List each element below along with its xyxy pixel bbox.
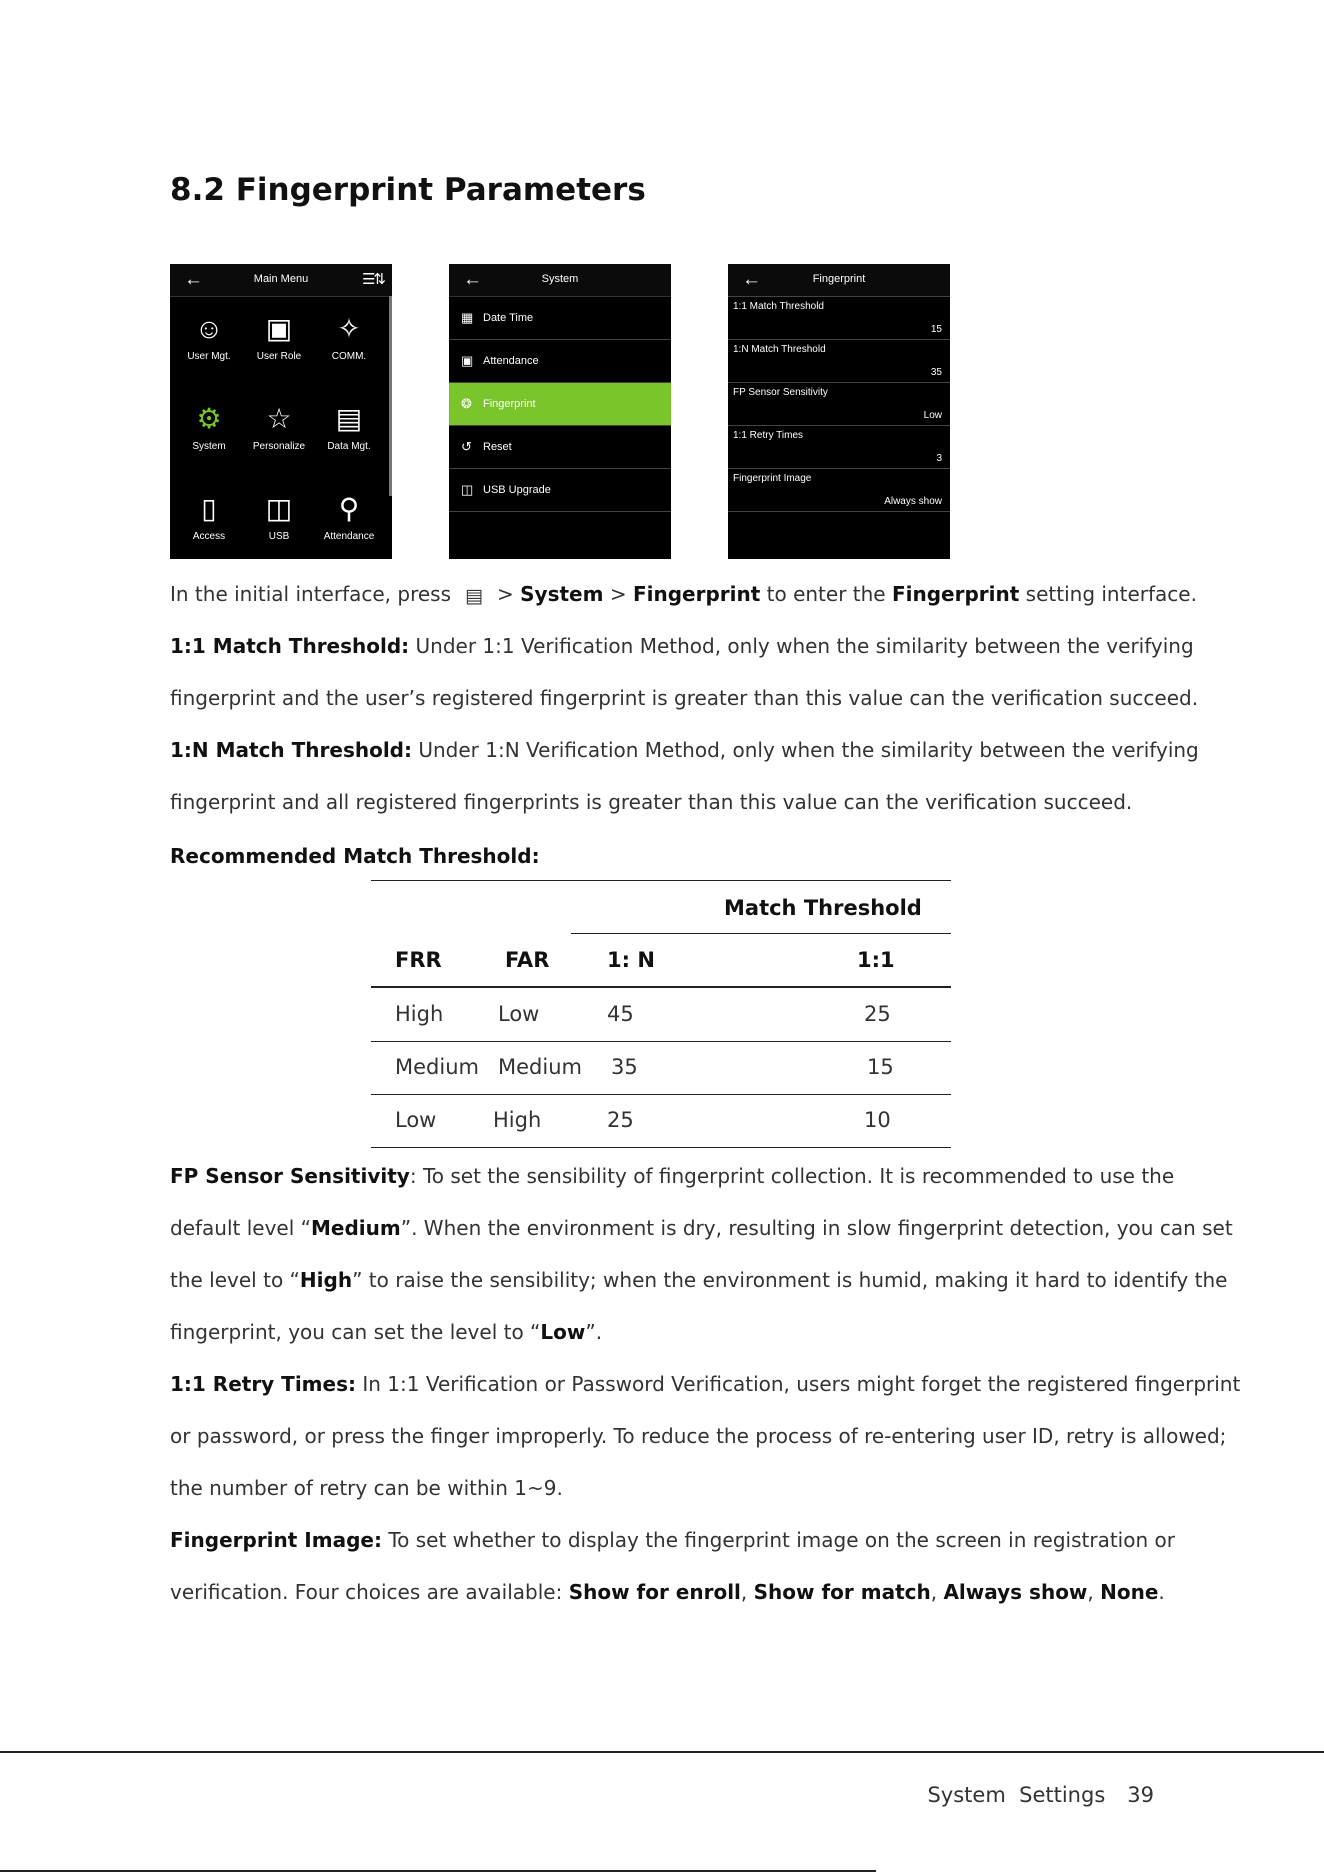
page-heading: 8.2 Fingerprint Parameters (170, 172, 646, 208)
tile-system (174, 387, 244, 477)
fp-row-label: FP Sensor Sensitivity (733, 387, 828, 398)
fp-row-label: Fingerprint Image (733, 473, 812, 484)
fp-row-value: Low (923, 410, 942, 421)
p5-comma: , (740, 1580, 748, 1604)
attendance-icon: ▣ (461, 353, 474, 368)
fp-row-sensitivity (728, 383, 950, 426)
scrollbar (389, 296, 392, 496)
recommended-heading (170, 844, 1170, 868)
table-rule (371, 986, 951, 988)
fingerprint-icon: ❂ (461, 396, 472, 411)
table-cell: High (493, 1108, 542, 1132)
intro-fingerprint: Fingerprint (632, 582, 761, 606)
reset-icon: ↺ (461, 439, 472, 454)
table-cell: High (395, 1002, 444, 1026)
table-cell: Low (395, 1108, 437, 1132)
tile-label: User Role (256, 351, 302, 362)
system-item-label: Date Time (483, 312, 534, 324)
p3-text: : To set the sensibility of fingerprint collection. It is recommended to use the (409, 1164, 1175, 1188)
table-rule (371, 1094, 951, 1095)
p3-line3 (170, 1268, 1228, 1292)
system-title-bar (449, 264, 671, 297)
p5-choice: None (1100, 1580, 1159, 1604)
intro-system: System (520, 582, 604, 606)
system-item-attendance (449, 340, 671, 383)
usb-icon: ◫ (265, 493, 293, 524)
table-cell: 15 (867, 1055, 894, 1079)
p5-choice: Always show (943, 1580, 1088, 1604)
p5-text: verification. Four choices are available: (170, 1580, 563, 1604)
intro-sep: > (497, 582, 514, 606)
table-cell: Medium (395, 1055, 479, 1079)
door-icon: ▯ (201, 493, 217, 524)
tile-label: COMM. (331, 351, 367, 362)
system-item-fingerprint (449, 383, 671, 426)
usb-icon: ◫ (461, 482, 474, 497)
p1-text: Under 1:1 Verification Method, only when the similarity between the verifying (415, 634, 1194, 658)
fp-row-value: Always show (884, 496, 942, 507)
fp-row-value: 35 (930, 367, 942, 378)
system-item-label: Fingerprint (483, 398, 536, 410)
tile-label: System (192, 441, 226, 452)
chart-icon: ▤ (335, 403, 363, 434)
intro-text: setting interface. (1025, 582, 1197, 606)
tile-access (174, 477, 244, 559)
fingerprint-title: Fingerprint (812, 273, 866, 285)
p5-choice: Show for enroll (568, 1580, 741, 1604)
table-cell: 35 (611, 1055, 638, 1079)
p2-line2 (170, 790, 1170, 814)
user-icon: ☺ (194, 313, 224, 344)
table-cell: 25 (607, 1108, 634, 1132)
system-item-label: USB Upgrade (483, 484, 551, 496)
page-number: 39 (1127, 1783, 1154, 1807)
intro-text: In the initial interface, press (170, 582, 452, 606)
p2-term: 1:N Match Threshold: (170, 738, 412, 762)
table-cell: 25 (864, 1002, 891, 1026)
p3-line4 (170, 1320, 1170, 1344)
page-footer (919, 1783, 1154, 1807)
table-header-1n: 1: N (607, 948, 655, 972)
p3-text: the level to “ (170, 1268, 300, 1292)
fingerprint-screenshot (728, 264, 950, 559)
fp-row-label: 1:1 Retry Times (733, 430, 804, 441)
intro-text: to enter the (766, 582, 886, 606)
table-cell: 45 (607, 1002, 634, 1026)
intro-sep: > (609, 582, 627, 606)
tile-user-role (244, 297, 314, 387)
intro-paragraph (170, 582, 1197, 607)
p4-line1 (170, 1372, 1241, 1396)
p2-line1 (170, 738, 1199, 762)
p5-text: To set whether to display the fingerprint image on the screen in registration or (388, 1528, 1175, 1552)
table-header-11: 1:1 (857, 948, 895, 972)
fp-row-label: 1:N Match Threshold (733, 344, 826, 355)
table-header-frr: FRR (395, 948, 442, 972)
gear-icon: ⚙ (196, 403, 222, 434)
p5-term: Fingerprint Image: (170, 1528, 382, 1552)
main-menu-title: Main Menu (253, 273, 309, 285)
fp-row-value: 15 (930, 324, 942, 335)
lock-icon: ▣ (265, 313, 293, 344)
tile-label: Attendance (323, 531, 375, 542)
p5-period: . (1158, 1580, 1165, 1604)
p2-text: Under 1:N Verification Method, only when the similarity between the verifying (418, 738, 1199, 762)
p2-text: fingerprint and all registered fingerprints is greater than this value can the verification succeed. (170, 790, 1133, 814)
tile-comm (314, 297, 384, 387)
recommended-heading-text: Recommended Match Threshold: (170, 844, 540, 868)
tile-label: Data Mgt. (327, 441, 371, 452)
tile-label: User Mgt. (187, 351, 231, 362)
system-item-reset (449, 426, 671, 469)
fp-row-value: 3 (936, 453, 942, 464)
p4-text: the number of retry can be within 1~9. (170, 1476, 563, 1500)
p3-text: ”. When the environment is dry, resulting in slow fingerprint detection, you can set (400, 1216, 1233, 1240)
main-menu-grid (170, 297, 392, 559)
back-arrow-icon: ← (742, 269, 761, 290)
p3-term: FP Sensor Sensitivity (170, 1164, 410, 1188)
search-icon: ⚲ (338, 493, 360, 524)
main-menu-screenshot (170, 264, 392, 559)
p3-high: High (299, 1268, 353, 1292)
main-menu-title-bar (170, 264, 392, 297)
p1-term: 1:1 Match Threshold: (170, 634, 410, 658)
p4-text: In 1:1 Verification or Password Verification, users might forget the registered fingerprint (362, 1372, 1241, 1396)
menu-icon: ▤ (465, 584, 483, 607)
p5-line2 (170, 1580, 1170, 1604)
tile-label: USB (268, 531, 290, 542)
table-header-far: FAR (505, 948, 550, 972)
tile-label: Access (192, 531, 226, 542)
p4-line2 (170, 1424, 1227, 1448)
p5-line1 (170, 1528, 1175, 1552)
p5-comma: , (930, 1580, 938, 1604)
p3-text: ”. (585, 1320, 603, 1344)
tile-data-mgt (314, 387, 384, 477)
p3-text: default level “ (170, 1216, 312, 1240)
table-rule (571, 933, 951, 934)
system-item-label: Reset (483, 441, 512, 453)
p3-line2 (170, 1216, 1233, 1240)
tile-label: Personalize (252, 441, 306, 452)
p3-line1 (170, 1164, 1175, 1188)
back-arrow-icon: ← (463, 269, 482, 290)
table-group-header: Match Threshold (724, 896, 922, 920)
fp-row-image (728, 469, 950, 512)
fp-row-match-1-1 (728, 297, 950, 340)
table-cell: 10 (864, 1108, 891, 1132)
fp-row-label: 1:1 Match Threshold (733, 301, 824, 312)
p4-text: or password, or press the finger improperly. To reduce the process of re-entering user ID, retry is allowed; (170, 1424, 1227, 1448)
p1-line1 (170, 634, 1194, 658)
table-rule (371, 880, 951, 881)
system-item-label: Attendance (483, 355, 539, 367)
satellite-icon: ✧ (337, 313, 361, 344)
fingerprint-title-bar (728, 264, 950, 297)
tile-usb (244, 477, 314, 559)
back-arrow-icon: ← (184, 269, 203, 290)
footer-section: System Settings (927, 1783, 1106, 1807)
p4-line3 (170, 1476, 1170, 1500)
table-rule (371, 1041, 951, 1042)
p3-medium: Medium (311, 1216, 401, 1240)
table-cell: Medium (498, 1055, 582, 1079)
table-cell: Low (498, 1002, 540, 1026)
system-item-usb-upgrade (449, 469, 671, 512)
system-title: System (541, 273, 579, 285)
system-screenshot (449, 264, 671, 559)
p1-line2 (170, 686, 1199, 710)
calendar-icon: ▦ (461, 310, 474, 325)
intro-fingerprint: Fingerprint (891, 582, 1020, 606)
star-icon: ☆ (266, 403, 292, 434)
p5-choice: Show for match (753, 1580, 931, 1604)
tile-attendance (314, 477, 384, 559)
fp-row-retry (728, 426, 950, 469)
p3-low: Low (540, 1320, 586, 1344)
system-item-date-time (449, 297, 671, 340)
p3-text: fingerprint, you can set the level to “ (170, 1320, 541, 1344)
p5-comma: , (1087, 1580, 1094, 1604)
fp-row-match-1-n (728, 340, 950, 383)
p3-text: ” to raise the sensibility; when the environment is humid, making it hard to identify the (352, 1268, 1228, 1292)
p4-term: 1:1 Retry Times: (170, 1372, 356, 1396)
footer-rule (0, 1751, 1324, 1753)
p1-text: fingerprint and the user’s registered fingerprint is greater than this value can the verification succeed. (170, 686, 1199, 710)
sort-icon: ☰⇅ (361, 271, 384, 288)
tile-personalize (244, 387, 314, 477)
table-rule (371, 1147, 951, 1148)
tile-user-mgt (174, 297, 244, 387)
